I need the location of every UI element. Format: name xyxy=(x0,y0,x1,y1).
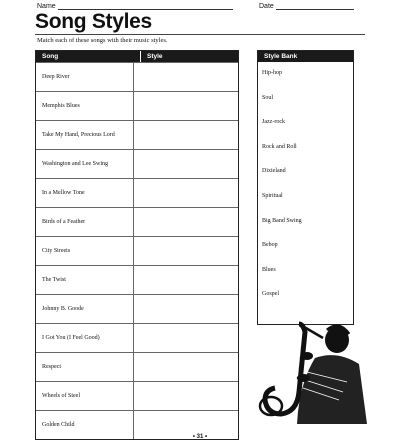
table-row xyxy=(36,323,238,352)
table-row xyxy=(36,207,238,236)
name-blank-line[interactable] xyxy=(58,3,233,10)
style-bank-item: Hip-hop xyxy=(262,70,282,76)
song-style-table xyxy=(35,50,239,440)
style-bank-item: Rock and Roll xyxy=(262,143,297,150)
style-bank-item: Blues xyxy=(262,266,276,273)
style-bank-item: Jazz-rock xyxy=(262,119,285,126)
style-answer-cell[interactable] xyxy=(134,92,238,120)
table-row xyxy=(36,294,238,323)
style-bank-item: Spiritual xyxy=(262,192,283,199)
style-answer-cell[interactable] xyxy=(134,353,238,381)
song-title: I Got You (I Feel Good) xyxy=(36,324,134,352)
table-header xyxy=(36,51,238,62)
style-answer-cell[interactable] xyxy=(134,150,238,178)
style-bank-item: Gospel xyxy=(262,291,279,298)
style-answer-cell[interactable] xyxy=(134,121,238,149)
date-blank-line[interactable] xyxy=(276,3,354,10)
style-answer-cell[interactable] xyxy=(134,324,238,352)
style-answer-cell[interactable] xyxy=(134,63,238,91)
saxophone-player-icon xyxy=(257,318,369,435)
table-row xyxy=(36,149,238,178)
style-bank-box xyxy=(257,50,354,325)
name-field[interactable] xyxy=(37,3,233,10)
table-row xyxy=(36,91,238,120)
song-title: Deep River xyxy=(36,63,134,91)
table-row xyxy=(36,381,238,410)
song-title: City Streets xyxy=(36,237,134,265)
title-divider xyxy=(35,34,365,35)
song-title: Golden Child xyxy=(36,411,134,439)
style-answer-cell[interactable] xyxy=(134,382,238,410)
table-row xyxy=(36,265,238,294)
song-title: Respect xyxy=(36,353,134,381)
song-title: Washington and Lee Swing xyxy=(36,150,134,178)
song-column-header: Song xyxy=(36,51,141,62)
style-bank-list xyxy=(258,62,353,324)
song-title: Wheels of Steel xyxy=(36,382,134,410)
table-row xyxy=(36,352,238,381)
style-answer-cell[interactable] xyxy=(134,179,238,207)
style-column-header: Style xyxy=(147,53,163,60)
style-answer-cell[interactable] xyxy=(134,208,238,236)
page-title: Song Styles xyxy=(35,10,152,33)
name-label: Name xyxy=(37,3,56,10)
style-bank-item: Soul xyxy=(262,94,274,101)
instructions-text: Match each of these songs with their music styles. xyxy=(37,37,168,44)
table-row xyxy=(36,178,238,207)
song-title: In a Mellow Tone xyxy=(36,179,134,207)
page-number: • 31 • xyxy=(192,434,208,440)
table-row xyxy=(36,62,238,91)
song-title: Memphis Blues xyxy=(36,92,134,120)
song-title: Birds of a Feather xyxy=(36,208,134,236)
style-answer-cell[interactable] xyxy=(134,237,238,265)
date-field[interactable] xyxy=(259,3,354,10)
table-row xyxy=(36,120,238,149)
song-title: Johnny B. Goode xyxy=(36,295,134,323)
song-title: Take My Hand, Precious Lord xyxy=(36,121,134,149)
date-label: Date xyxy=(259,3,274,10)
table-row xyxy=(36,236,238,265)
song-title: The Twist xyxy=(36,266,134,294)
style-bank-item: Big Band Swing xyxy=(262,217,302,224)
style-bank-item: Dixieland xyxy=(262,168,286,175)
style-bank-title: Style Bank xyxy=(264,53,298,60)
style-answer-cell[interactable] xyxy=(134,266,238,294)
style-answer-cell[interactable] xyxy=(134,295,238,323)
style-bank-header xyxy=(258,51,353,62)
style-bank-item: Bebop xyxy=(262,242,278,249)
